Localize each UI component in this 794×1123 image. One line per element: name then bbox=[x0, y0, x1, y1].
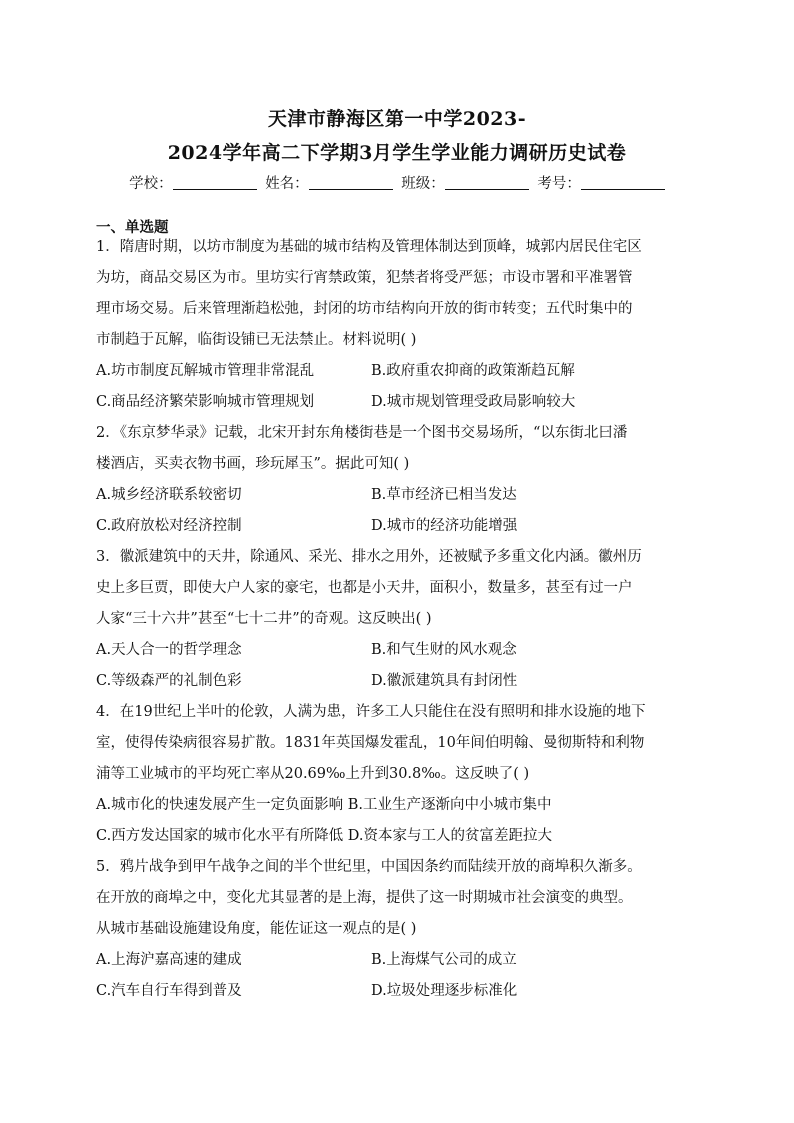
question-text-line: 3．徽派建筑中的天井，除通风、采光、排水之用外，还被赋予多重文化内涵。徽州历 bbox=[96, 549, 642, 565]
option-row bbox=[96, 790, 706, 821]
option-d[interactable]: D.垃圾处理逐步标准化 bbox=[371, 983, 518, 999]
question-text-line: 人家“三十六井”甚至“七十二井”的奇观。这反映出( ) bbox=[96, 611, 432, 627]
questions-body bbox=[96, 232, 706, 1007]
question-text-line: 室，使得传染病很容易扩散。1831年英国爆发霍乱，10年间伯明翰、曼彻斯特和利物 bbox=[96, 735, 645, 751]
name-blank[interactable] bbox=[309, 175, 393, 190]
option-row bbox=[96, 635, 706, 666]
exam-title-line-1: 天津市静海区第一中学2023- bbox=[267, 108, 527, 130]
option-row bbox=[96, 356, 706, 387]
question-text-line: 5．鸦片战争到甲午战争之间的半个世纪里，中国因条约而陆续开放的商埠积久渐多。 bbox=[96, 859, 642, 875]
option-row bbox=[96, 945, 706, 976]
option-row bbox=[96, 976, 706, 1007]
question-text-line: 在开放的商埠之中，变化尤其显著的是上海，提供了这一时期城市社会演变的典型。 bbox=[96, 890, 633, 906]
option-row bbox=[96, 387, 706, 418]
option-d[interactable]: D.城市规划管理受政局影响较大 bbox=[371, 394, 576, 410]
option-c[interactable]: C.商品经济繁荣影响城市管理规划 bbox=[96, 394, 315, 410]
student-info-row bbox=[0, 172, 794, 193]
name-label: 姓名： bbox=[265, 176, 309, 192]
option-b[interactable]: B.政府重农抑商的政策渐趋瓦解 bbox=[371, 363, 575, 379]
question-text-line: 1．隋唐时期，以坊市制度为基础的城市结构及管理体制达到顶峰，城郭内居民住宅区 bbox=[96, 239, 642, 255]
option-d[interactable]: D.资本家与工人的贫富差距拉大 bbox=[347, 828, 553, 844]
option-b[interactable]: B.工业生产逐渐向中小城市集中 bbox=[347, 797, 552, 813]
name-field bbox=[265, 172, 393, 193]
school-field bbox=[129, 172, 257, 193]
question-text-line: 楼酒店，买卖衣物书画，珍玩犀玉”。据此可知( ) bbox=[96, 456, 410, 472]
option-row bbox=[96, 511, 706, 542]
exam-number-field bbox=[537, 172, 665, 193]
question-text-line: 2．《东京梦华录》记载，北宋开封东角楼街巷是一个图书交易场所，“以东街北曰潘 bbox=[96, 425, 628, 441]
option-c[interactable]: C.西方发达国家的城市化水平有所降低 bbox=[96, 828, 344, 844]
class-label: 班级： bbox=[401, 176, 445, 192]
option-row bbox=[96, 821, 706, 852]
question-text-line: 为坊，商品交易区为市。里坊实行宵禁政策，犯禁者将受严惩；市设市署和平准署管 bbox=[96, 270, 633, 286]
section-title: 一、单选题 bbox=[96, 219, 169, 236]
exam-number-blank[interactable] bbox=[581, 175, 665, 190]
option-c[interactable]: C.政府放松对经济控制 bbox=[96, 518, 242, 534]
question-text-line: 4．在19世纪上半叶的伦敦，人满为患，许多工人只能住在没有照明和排水设施的地下 bbox=[96, 704, 646, 720]
question-3 bbox=[96, 542, 706, 697]
option-a[interactable]: A.天人合一的哲学理念 bbox=[96, 642, 242, 658]
question-2 bbox=[96, 418, 706, 542]
option-row bbox=[96, 480, 706, 511]
option-a[interactable]: A.城市化的快速发展产生一定负面影响 bbox=[96, 797, 344, 813]
option-a[interactable]: A.上海沪嘉高速的建成 bbox=[96, 952, 242, 968]
option-a[interactable]: A.坊市制度瓦解城市管理非常混乱 bbox=[96, 363, 315, 379]
option-a[interactable]: A.城乡经济联系较密切 bbox=[96, 487, 242, 503]
school-blank[interactable] bbox=[173, 175, 257, 190]
question-1 bbox=[96, 232, 706, 418]
class-blank[interactable] bbox=[445, 175, 529, 190]
option-d[interactable]: D.城市的经济功能增强 bbox=[371, 518, 518, 534]
option-b[interactable]: B.和气生财的风水观念 bbox=[371, 642, 517, 658]
option-row bbox=[96, 666, 706, 697]
class-field bbox=[401, 172, 529, 193]
option-b[interactable]: B.草市经济已相当发达 bbox=[371, 487, 517, 503]
exam-number-label: 考号： bbox=[537, 176, 581, 192]
question-text-line: 市制趋于瓦解，临街设铺已无法禁止。材料说明( ) bbox=[96, 332, 417, 348]
option-c[interactable]: C.汽车自行车得到普及 bbox=[96, 983, 242, 999]
option-c[interactable]: C.等级森严的礼制色彩 bbox=[96, 673, 242, 689]
question-text-line: 理市场交易。后来管理渐趋松弛，封闭的坊市结构向开放的街市转变；五代时集中的 bbox=[96, 301, 633, 317]
question-4 bbox=[96, 697, 706, 852]
exam-title-line-2: 2024学年高二下学期3月学生学业能力调研历史试卷 bbox=[167, 142, 627, 164]
question-text-line: 从城市基础设施建设角度，能佐证这一观点的是( ) bbox=[96, 921, 417, 937]
option-d[interactable]: D.徽派建筑具有封闭性 bbox=[371, 673, 518, 689]
question-text-line: 史上多巨贾，即使大户人家的豪宅，也都是小天井，面积小，数量多，甚至有过一户 bbox=[96, 580, 633, 596]
option-b[interactable]: B.上海煤气公司的成立 bbox=[371, 952, 517, 968]
school-label: 学校： bbox=[129, 176, 173, 192]
question-5 bbox=[96, 852, 706, 1007]
question-text-line: 浦等工业城市的平均死亡率从20.69‰上升到30.8‰。这反映了( ) bbox=[96, 766, 530, 782]
